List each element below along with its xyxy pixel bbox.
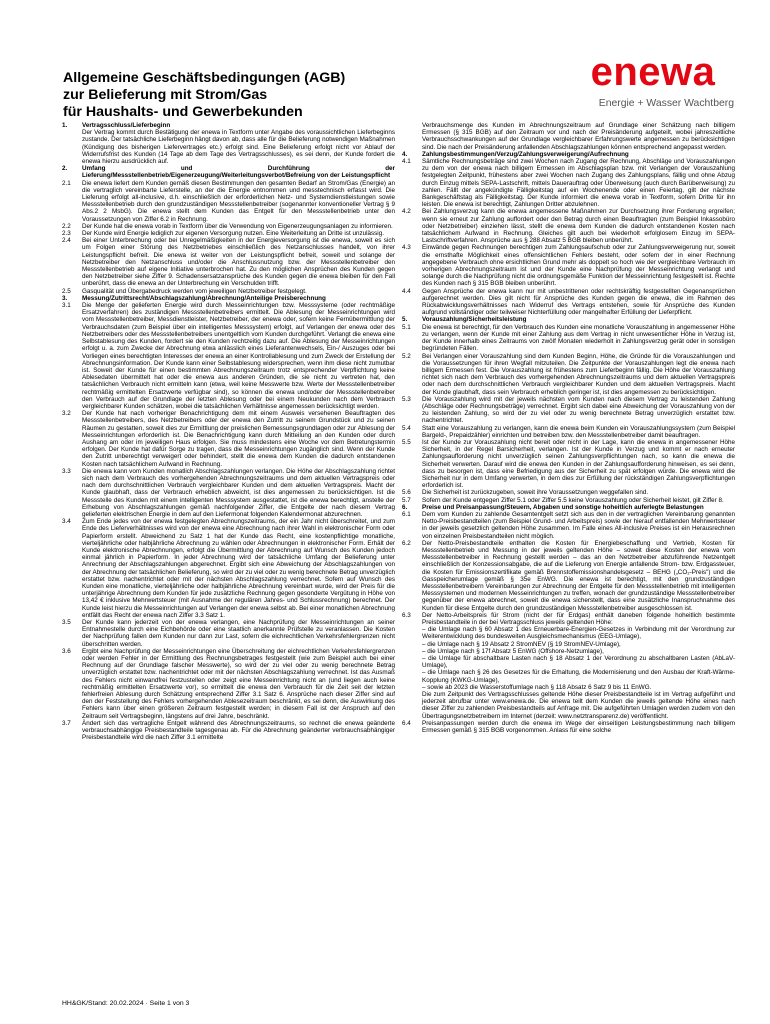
clause-text: Ändert sich das vertragliche Entgelt während des Abrechnungszeitraums, so rechnet die enewa geänderte verbrauchsabhängige Preisbestandteile tagesgenau ab. Für die Abrechnung geänderter verbrauchsabhängiger Preisbestandteile wird die nach Ziffer 3.1 ermittelte [82, 719, 395, 742]
clause-paragraph [402, 655, 735, 669]
clause-number: 3.2 [62, 410, 71, 418]
clause-text: Umfang und Durchführung der Lieferung/Messstellenbetrieb/Eigenerzeugung/Weiterleitungsverbot/Befreiung von der Leistungspflicht [82, 165, 395, 180]
clause-text: Preise und Preisanpassung/Steuern, Abgaben und sonstige hoheitlich auferlegte Belastungen [422, 503, 704, 511]
clause-paragraph [402, 669, 735, 683]
clause-text: Verbrauchsmenge des Kunden im Abrechnungszeitraum auf Grundlage einer Schätzung nach billigem Ermessen (§ 315 BGB) auf den Zeitraum vor und nach der Preisänderung aufgeteilt, wobei jahreszeitliche Verbrauchsschwankungen auf der Grundlage vergleichbarer Erfahrungswerte angemessen zu berücksichtigen sind. Die nach der Preisänderung anfallenden Abschlagszahlungen können entsprechend angepasst werden. [422, 122, 735, 151]
clause-paragraph [62, 180, 395, 223]
clause-paragraph [402, 648, 735, 655]
logo-tagline: Energie + Wasser Wachtberg [598, 98, 734, 109]
clause-text: Der Kunde wird Energie lediglich zur eigenen Versorgung nutzen. Eine Weiterleitung an Dritte ist unzulässig. [82, 230, 384, 238]
clause-text: Sämtliche Rechnungsbeträge sind zwei Wochen nach Zugang der Rechnung, Abschläge und Vorauszahlungen zu dem von der enewa nach billigem Ermessen im Abschlagsplan bzw. mit Verlangen der Vorauszahlung festgelegten Zeitpunkt, frühestens aber zwei Wochen nach Zugang des Zahlungsplans, fällig und ohne Abzug durch Einzug mittels SEPA-Lastschrift, mittels Dauerauftrag oder Überweisung (auch durch Barüberweisung) zu zahlen. Fällt der angekündigte Fälligkeitstag auf ein Wochenende oder einen Feiertag, gilt der nächste Bankgeschäftstag als Fälligkeitstag. Der Kunde informiert die enewa vorab in Textform, sofern Dritte für ihn leisten. Die enewa ist berechtigt, Zahlungen Dritter abzulehnen. [422, 158, 735, 209]
clause-paragraph [402, 641, 735, 648]
clause-text: Vertragsschluss/Lieferbeginn [82, 122, 171, 129]
clause-text: Vorauszahlung/Sicherheitsleistung [422, 316, 527, 324]
clause-paragraph [402, 396, 735, 425]
clause-paragraph [402, 439, 735, 489]
clause-paragraph [402, 691, 735, 720]
clause-paragraph [62, 410, 395, 468]
clause-paragraph [62, 288, 395, 295]
clause-number: 5.5 [402, 438, 411, 446]
clause-text: Der Kunde hat die enewa vorab in Textform über die Verwendung von Eigenerzeugungsanlagen zu informieren. [82, 222, 393, 230]
clause-text: Dem vom Kunden zu zahlende Gesamtentgelt setzt sich aus den in der vertraglichen Vereinbarung genannten Netto-Preisbestandteilen (zum Beispiel Grund- und Arbeitspreis) sowie der hierauf entfallenden Mehrwertsteuer in der jeweils gesetzlich geltenden Höhe zusammen. Im Falle eines All-inclusive Preises ist ein Herausrechnen von einzelnen Preisbestandteilen nicht möglich. [422, 510, 735, 540]
clause-paragraph [62, 648, 395, 720]
title-line-1: Allgemeine Geschäftsbedingungen (AGB) [63, 70, 346, 86]
clause-text: Einwände gegen Rechnungen berechtigen zum Zahlungsaufschub oder zur Zahlungsverweigerung nur, soweit die ernsthafte Möglichkeit eines offensichtlichen Fehlers besteht, oder sofern der in einer Rechnung angegebene Verbrauch ohne ersichtlichen Grund mehr als doppelt so hoch wie der vergleichbare Verbrauch im vorherigen Abrechnungszeitraum ist und der Kunde eine Nachprüfung der Messeinrichtung verlangt und solange durch die Nachprüfung nicht die ordnungsgemäße Funktion der Messeinrichtung festgestellt ist. Rechte des Kunden nach § 315 BGB bleiben unberührt. [422, 244, 735, 288]
clause-text: Messung/Zutrittsrecht/Abschlagszahlung/Abrechnung/Anteilige Preisberechnung [82, 294, 326, 302]
clause-paragraph [62, 223, 395, 230]
clause-paragraph [62, 302, 395, 410]
clause-text: Preisanpassungen werden durch die enewa im Wege der einseitigen Leistungsbestimmung nach billigem Ermessen gemäß § 315 BGB vorgenommen. Anlass für eine solche [422, 719, 735, 735]
clause-number: 6.3 [402, 611, 411, 619]
clause-text: Ergibt eine Nachprüfung der Messeinrichtungen eine Überschreitung der eichrechtlichen Verkehrsfehlergrenzen oder werden Fehler in der Ermittlung des Rechnungsbetrages festgestellt (wie zum Beispiel auch bei einer Rechnung auf der Grundlage falscher Messwerte), so wird der zu viel oder zu wenig berechnete Betrag unverzüglich erstattet bzw. nachentrichtet oder mit der nächsten Abschlagszahlung verrechnet. Ist das Ausmaß des Fehlers nicht einwandfrei festzustellen oder zeigt eine Messeinrichtung nicht an (und liegen auch keine rechtmäßig ermittelten Ersatzwerte vor), so ermittelt die enewa den Verbrauch für die Zeit seit der letzten fehlerfreien Ablesung durch Schätzung entsprechend Ziffer 3.1 Satz 6. Ansprüche nach dieser Ziffer sind auf den der Feststellung des Fehlers vorhergehenden Ablesezeitraum beschränkt, es sei denn, die Auswirkung des Fehlers kann über einen größeren Zeitraum festgestellt werden; in diesem Fall ist der Anspruch auf den Zeitraum seit Vertragsbeginn, längstens auf drei Jahre, beschränkt. [82, 647, 395, 720]
clause-text: Die Menge der gelieferten Energie wird durch Messeinrichtungen bzw. Messsysteme (oder rechtmäßige Ersatzverfahren) des zuständigen Messstellenbetreibers ermittelt. Die Ablesung der Messeinrichtungen wird vom Messstellenbetreiber, Messdienstleister, Netzbetreiber, der enewa oder, sofern keine Fernübermittlung der Verbrauchsdaten (zum Beispiel über ein intelligentes Messsystem) erfolgt, auf Verlangen der enewa oder des Netzbetreibers oder des Messstellenbetreibers unentgeltlich vom Kunden durchgeführt. Verlangt die enewa eine Selbstablesung des Kunden, fordert sie den Kunden rechtzeitig dazu auf. Die Ablesung der Messeinrichtungen erfolgt u. a. zum Zwecke der Abrechnung etwa anlässlich eines Lieferantenwechsels, Ein-/ Auszuges oder bei Vorliegen eines berechtigten Interesses der enewa an einer Kontrollablesung und zum Zweck der Erstellung der Abrechnungsinformation. Der Kunde kann einer Selbstablesung widersprechen, wenn ihm diese nicht zumutbar ist. Soweit der Kunde für einen bestimmten Abrechnungszeitraum trotz entsprechender Verpflichtung keine Ablesedaten übermittelt hat oder die enewa aus anderen Gründen, die sie nicht zu vertreten hat, den tatsächlichen Verbrauch nicht ermitteln kann (etwa, weil keine Messwerte bzw. Werte der Messstellenbetreiber rechtmäßig ermittelten Ersatzwerte verfügbar sind), so können die enewa und/oder der Messstellenbetreiber den Verbrauch auf der Grundlage der letzten Ablesung oder bei einem Neukunden nach dem Verbrauch vergleichbarer Kunden schätzen, wobei die tatsächlichen Verhältnisse angemessen berücksichtigt werden. [82, 302, 395, 410]
clause-number: 3.6 [62, 647, 71, 655]
clause-number: 2.5 [62, 287, 71, 295]
clause-text: Die enewa kann vom Kunden monatlich Abschlagszahlungen verlangen. Die Höhe der Abschlagszahlung richtet sich nach dem Verbrauch des vorhergehenden Abrechnungszeitraums und dem aktuellen Vertragspreis oder nach dem durchschnittlichen Verbrauch vergleichbarer Kunden und dem aktuellen Vertragspreis. Macht der Kunde glaubhaft, dass der Verbrauch erheblich abweicht, ist dies angemessen zu berücksichtigen. Ist die Messstelle des Kunden mit einem intelligenten Messsystem ausgestattet, ist die enewa berechtigt, anstelle der Erhebung von Abschlagszahlungen gemäß nachfolgender Ziffer, die Entgelte der nach diesem Vertrag gelieferten elektrischen Energie in dem auf den Liefermonat folgenden Kalendermonat abzurechnen. [82, 467, 395, 518]
clause-paragraph [402, 626, 735, 640]
clause-text: – sowie ab 2023 die Wasserstoffumlage nach § 118 Absatz 6 Satz 9 bis 11 EnWG. [422, 683, 652, 691]
clause-number: 5.3 [402, 395, 411, 403]
clause-paragraph [62, 468, 395, 518]
clause-paragraph [402, 288, 735, 317]
clause-number: 2.4 [62, 237, 71, 245]
clause-text: – die Umlage nach § 17f Absatz 5 EnWG (Offshore-Netzumlage), [422, 647, 604, 655]
clause-number: 2.3 [62, 230, 71, 238]
clause-text: Statt eine Vorauszahlung zu verlangen, kann die enewa beim Kunden ein Vorauszahlungssystem (zum Beispiel Bargeld-, Prepaidzähler) einrichten und betreiben bzw. den Messstellenbetreiber damit beauftragen. [422, 424, 735, 439]
clause-number: 5. [402, 316, 408, 324]
clause-number: 3. [62, 294, 68, 302]
clause-number: 6. [402, 503, 408, 511]
clause-paragraph [402, 540, 735, 612]
title-line-2: zur Belieferung mit Strom/Gas [63, 87, 268, 103]
clause-number: 2.2 [62, 222, 71, 230]
clause-number: 4.3 [402, 244, 411, 252]
clause-number: 4.2 [402, 208, 411, 216]
clause-paragraph [402, 497, 735, 504]
clause-text: Die zum Zeitpunkt des Vertragsschlusses geltende Höhe dieser Preisbestandteile ist im Vertrag aufgeführt und jederzeit abrufbar unter www.enewa.de. Die enewa teilt dem Kunden die jeweils geltende Höhe eines nach dieser Ziffer zu zahlenden Preisbestandteils auf Anfrage mit. Die aufgeführten Umlagen werden zudem von den Übertragungsnetzbetreibern im Internet (derzeit: www.netztransparenz.de) veröffentlicht. [422, 691, 735, 720]
title-line-3: für Haushalts- und Gewerbekunden [63, 104, 303, 120]
clause-number: 4.1 [402, 158, 411, 166]
page-footer: HH&GK/Stand: 20.02.2024 · Seite 1 von 3 [62, 1000, 190, 1007]
clause-number: 3.1 [62, 302, 71, 310]
clause-text: Die Sicherheit ist zurückzugeben, soweit ihre Voraussetzungen weggefallen sind. [422, 489, 649, 497]
clause-paragraph [402, 158, 735, 208]
clause-paragraph [402, 208, 735, 244]
clause-paragraph [62, 720, 395, 742]
clause-text: – die Umlage nach § 60 Absatz 1 des Erneuerbare-Energien-Gesetzes in Verbindung mit der Verordnung zur Weiterentwicklung des bundesweiten Ausgleichsmechanismus (EEG-Umlage), [422, 626, 735, 641]
clause-number: 2.1 [62, 179, 71, 187]
section-heading [402, 151, 735, 158]
clause-number: 5.2 [402, 352, 411, 360]
logo-wordmark: enewa [590, 50, 716, 94]
clause-text: Sofern der Kunde entgegen Ziffer 5.1 oder Ziffer 5.5 keine Vorauszahlung oder Sicherheit leistet, gilt Ziffer 8. [422, 496, 724, 504]
clause-paragraph [402, 353, 735, 396]
clause-paragraph [402, 612, 735, 626]
clause-paragraph [62, 619, 395, 648]
clause-number: 6.2 [402, 539, 411, 547]
clause-number: 5.7 [402, 496, 411, 504]
clause-number: 6.1 [402, 510, 411, 518]
clause-paragraph [62, 230, 395, 237]
clause-text: Gasqualität und Übergabedruck werden vom jeweiligen Netzbetreiber festgelegt. [82, 287, 307, 295]
clause-text: Ist der Kunde zur Vorauszahlung nicht bereit oder nicht in der Lage, kann die enewa in angemessener Höhe Sicherheit, in der Regel Barsicherheit, verlangen. Ist der Kunde in Verzug und kommt er nach erneuter Zahlungsaufforderung nicht unverzüglich seinen Zahlungsverpflichtungen nach, so kann die enewa die Sicherheit verwerten. Darauf wird die enewa den Kunden in der Zahlungsaufforderung hinweisen, es sei denn, dass zu besorgen ist, dass eine Befriedigung aus der Sicherheit zu spät erfolgen würde. Die enewa wird die Sicherheit nur in dem Umfang verwerten, in dem dies zur Erfüllung der rückständigen Zahlungsverpflichtungen erforderlich ist. [422, 438, 735, 490]
clause-number: 5.6 [402, 489, 411, 497]
clause-paragraph [402, 489, 735, 496]
clause-text: Bei Verlangen einer Vorauszahlung sind dem Kunden Beginn, Höhe, die Gründe für die Vorauszahlungen und die Voraussetzungen für ihren Wegfall mitzuteilen. Die Zeitpunkte der Vorauszahlungen legt die enewa nach billigem Ermessen fest. Die Vorauszahlung ist frühestens zum Lieferbeginn fällig. Die Höhe der Vorauszahlung richtet sich nach dem Verbrauch des vorhergehenden Abrechnungszeitraums und dem aktuellen Vertragspreis oder nach dem durchschnittlichen Verbrauch vergleichbarer Kunden und dem aktuellen Vertragspreis. Macht der Kunde glaubhaft, dass sein Verbrauch erheblich geringer ist, ist dies angemessen zu berücksichtigen. [422, 352, 735, 396]
clause-number: 3.4 [62, 518, 71, 526]
clause-text: Die enewa liefert dem Kunden gemäß diesen Bestimmungen den gesamten Bedarf an Strom/Gas (Energie) an die vertraglich vereinbarte Lieferstelle, an der die Energie entnommen und messtechnisch erfasst wird. Die Lieferung erfolgt all-inclusive, d.h. einschließlich der erforderlichen Netz- und Systemdienstleistungen sowie Messstellenbetrieb durch den grundzuständigen Messstellenbetreiber (sogenannter konventioneller Vertrag § 9 Abs.2 2 MsbG). Die enewa stellt dem Kunden das Entgelt für den Messstellenbetrieb unter den Voraussetzungen von Ziffer 6.2 in Rechnung. [82, 179, 395, 223]
clause-number: 3.3 [62, 467, 71, 475]
clause-text: Der Vertrag kommt durch Bestätigung der enewa in Textform unter Angabe des voraussichtlichen Lieferbeginns zustande. Der tatsächliche Lieferbeginn hängt davon ab, dass alle für die Belieferung notwendigen Maßnahmen (Kündigung des bisherigen Liefervertrages etc.) erfolgt sind. Eine Belieferung erfolgt nicht vor Ablauf der Widerrufsfrist des Kunden (14 Tage ab dem Tage des Vertragsschlusses), es sei denn, der Kunde fordert die enewa hierzu ausdrücklich auf. [82, 129, 395, 166]
clause-paragraph [402, 511, 735, 540]
text-column-left [62, 122, 395, 1002]
clause-text: Zum Ende jedes von der enewa festgelegten Abrechnungszeitraums, der ein Jahr nicht überschreitet, und zum Ende des Lieferverhältnisses wird von der enewa eine Abrechnung nach ihrer Wahl in elektronischer Form oder Papierform erstellt. Abweichend zu Satz 1 hat der Kunde das Recht, eine kostenpflichtige monatliche, vierteljährliche oder halbjährliche Abrechnung zu wählen oder Abrechnungen in elektronischer Form. Erhält der Kunde elektronische Abrechnungen, erfolgt die Übermittlung der Abrechnung auf Wunsch des Kunden jedoch einmal jährlich in Papierform. In jeder Abrechnung wird der tatsächliche Umfang der Belieferung unter Anrechnung der Abschlagszahlungen abgerechnet. Ergibt sich eine Abweichung der Abschlagszahlungen von der Abrechnung der tatsächlichen Belieferung, so wird der zu viel oder zu wenig berechnete Betrag unverzüglich erstattet bzw. nachentrichtet oder mit der nächsten Abschlagszahlung verrechnet. Sofern auf Wunsch des Kunden eine monatliche, vierteljährliche oder halbjährliche Abrechnung vereinbart wurde, wird der Preis für die unterjährige Abrechnung dem Kunden für jede zusätzliche Rechnung gegen gesonderte Vergütung in Höhe von 13,42 € inklusive Mehrwertsteuer (mit Ausnahme der regulären Jahres- und Schlussrechnung) berechnet. Der Kunde leist hierzu die Messeinrichtungen auf Verlangen der enewa selbst ab. Bei einer monatlichen Abrechnung entfällt das Recht der enewa nach Ziffer 3.3 Satz 1. [82, 518, 395, 619]
clause-text: Bei Zahlungsverzug kann die enewa angemessene Maßnahmen zur Durchsetzung ihrer Forderung ergreifen; wenn sie erneut zur Zahlung auffordert oder den Betrag durch einen Beauftragten (zum Beispiel Inkassobüro oder Netzbetreiber) einziehen lässt, stellt die enewa dem Kunden die dadurch entstandenen Kosten nach tatsächlichem Aufwand in Rechnung. Gleiches gilt auch bei wiederholt erfolglosem Einzug im SEPA-Lastschriftverfahren. Ansprüche aus § 288 Absatz 5 BGB bleiben unberührt. [422, 208, 735, 245]
clause-paragraph [62, 237, 395, 287]
section-heading [62, 122, 395, 129]
clause-paragraph [402, 244, 735, 287]
clause-number: 4.4 [402, 287, 411, 295]
clause-text: – die Umlage nach § 19 Absatz 2 StromNEV (§ 19 StromNEV-Umlage), [422, 640, 621, 648]
clause-paragraph [62, 129, 395, 165]
clause-text: Die enewa ist berechtigt, für den Verbrauch des Kunden eine monatliche Vorauszahlung in angemessener Höhe zu verlangen, wenn der Kunde mit einer Zahlung aus dem Vertrag in nicht unwesentlicher Höhe in Verzug ist, der Kunde innerhalb eines Zeitraums von zwölf Monaten wiederholt in Zahlungsverzug gerät oder in sonstigen begründeten Fällen. [422, 323, 735, 353]
section-heading [402, 504, 735, 511]
clause-paragraph [402, 720, 735, 734]
clause-paragraph [402, 684, 735, 691]
clause-number: 3.5 [62, 619, 71, 627]
clause-number: 6.4 [402, 719, 411, 727]
clause-paragraph [402, 425, 735, 439]
clause-text: Bei einer Unterbrechung oder bei Unregelmäßigkeiten in der Energieversorgung ist die enewa, soweit es sich um Folgen einer Störung des Netzbetriebes einschließlich des Netzanschlusses handelt, von ihrer Leistungspflicht befreit. Die enewa ist weiter von der Leistungspflicht befreit, soweit und solange der Netzbetreiber den Netzanschluss und/oder die Anschlussnutzung bzw. der Messstellenbetreiber den Messstellenbetrieb auf eigene Initiative unterbrochen hat. Zu den möglichen Ansprüchen des Kunden gegen den Netzbetreiber siehe Ziffer 9. Schadensersatzansprüche des Kunden gegen die enewa bleiben für den Fall unberührt, dass die enewa an der Unterbrechung ein Verschulden trifft. [82, 237, 395, 288]
clause-text: Gegen Ansprüche der enewa kann nur mit unbestrittenen oder rechtskräftig festgestellten Gegenansprüchen aufgerechnet werden. Dies gilt nicht für Ansprüche des Kunden gegen die enewa, die im Rahmen des Rückabwicklungsverhältnisses nach Widerruf des Vertrags entstehen, sowie für Ansprüche des Kunden aufgrund vollständiger oder teilweiser Nichterfüllung oder mangelhafter Erfüllung der Lieferpflicht. [422, 287, 735, 317]
clause-text: Der Kunde kann jederzeit von der enewa verlangen, eine Nachprüfung der Messeinrichtungen an seiner Entnahmestelle durch eine Eichbehörde oder eine staatlich anerkannte Prüfstelle zu veranlassen. Die Kosten der Nachprüfung fallen dem Kunden nur dann zur Last, sofern die eichrechtlichen Verkehrsfehlergrenzen nicht überschritten werden. [82, 619, 395, 648]
clause-text: Die Vorauszahlung wird mit der jeweils nächsten vom Kunden nach diesem Vertrag zu leistenden Zahlung (Abschläge oder Rechnungsbeträge) verrechnet. Ergibt sich dabei eine Abweichung der Vorauszahlung von der zu leistenden Zahlung, so wird der zu viel oder zu wenig berechnete Betrag unverzüglich erstattet bzw. nachentrichtet. [422, 395, 735, 425]
enewa-logo [572, 50, 734, 112]
clause-paragraph [402, 122, 735, 151]
text-column-right [402, 122, 735, 1002]
clause-text: Der Netto-Arbeitspreis für Strom (nicht der für Erdgas) enthält daneben folgende hoheitlich bestimmte Preisbestandteile in der bei Vertragsschluss jeweils geltenden Höhe: [422, 611, 735, 627]
section-heading [402, 316, 735, 323]
clause-text: – die Umlage für abschaltbare Lasten nach § 18 Absatz 1 der Verordnung zu abschaltbaren Lasten (AbLaV-Umlage), [422, 655, 735, 670]
clause-number: 4. [402, 150, 408, 158]
clause-paragraph [62, 518, 395, 619]
clause-text: Der Kunde hat nach vorheriger Benachrichtigung dem mit einem Ausweis versehenen Beauftragten des Messstellenbetreibers, des Netzbetreibers oder der enewa den Zutritt zu seinem Grundstück und zu seinen Räumen zu gestatten, soweit dies zur Ermittlung der preislichen Bemessungsgrundlagen oder zur Ablesung der Messeinrichtungen erforderlich ist. Die Benachrichtigung kann durch Mitteilung an den Kunden oder durch Aushang am oder im jeweiligen Haus erfolgen. Sie muss mindestens eine Woche vor dem Betretungstermin erfolgen. Der Kunde hat dafür Sorge zu tragen, dass die Messeinrichtungen zugänglich sind. Wenn der Kunde den Zutritt unberechtigt verweigert oder behindert, stellt die enewa dem Kunden die dadurch entstandenen Kosten nach tatsächlichem Aufwand in Rechnung. [82, 410, 395, 468]
clause-text: – die Umlage nach § 26 des Gesetzes für die Erhaltung, die Modernisierung und den Ausbau der Kraft-Wärme-Kopplung (KWKG-Umlage), [422, 669, 735, 684]
clause-number: 3.7 [62, 719, 71, 727]
clause-text: Der Netto-Preisbestandteile enthalten die Kosten für Energiebeschaffung und Vertrieb, Kosten für Messstellenbetrieb und Messung in der jeweils geltenden Höhe – soweit diese Kosten der enewa vom Messstellenbetreiber in Rechnung gestellt werden – das an den Netzbetreiber abzuführende Netzentgelt einschließlich der Konzessionsabgabe, die auf die Lieferung von Energie anfallende Strom- bzw. Erdgassteuer, die Kosten für Emissionszertifikate gemäß Brennstoffemissionshandelsgesetz – BEHG („CO₂-Preis") und die Gasspeicherumlage gemäß § 35e EnWG. Die enewa ist berechtigt, mit den grundzuständigen Messstellenbetreibern Vereinbarungen zur Abrechnung der Entgelte für den Messstellenbetrieb mit intelligenten Messsystemen und modernen Messeinrichtungen zu treffen, wonach der grundzuständige Messstellenbetreiber gegenüber der enewa abrechnet, soweit die enewa sicherstellt, dass eine zusätzliche Inanspruchnahme des Kunden für diese Entgelte durch den grundzuständigen Messstellenbetreiber ausgeschlossen ist. [422, 539, 735, 612]
clause-text: Zahlungsbestimmungen/Verzug/Zahlungsverweigerung/Aufrechnung [422, 150, 629, 158]
clause-number: 5.1 [402, 323, 411, 331]
clause-number: 5.4 [402, 424, 411, 432]
clause-number: 2. [62, 165, 68, 173]
clause-paragraph [402, 324, 735, 353]
section-heading [62, 295, 395, 302]
section-heading [62, 165, 395, 179]
document-title [63, 70, 483, 121]
clause-number: 1. [62, 122, 68, 129]
